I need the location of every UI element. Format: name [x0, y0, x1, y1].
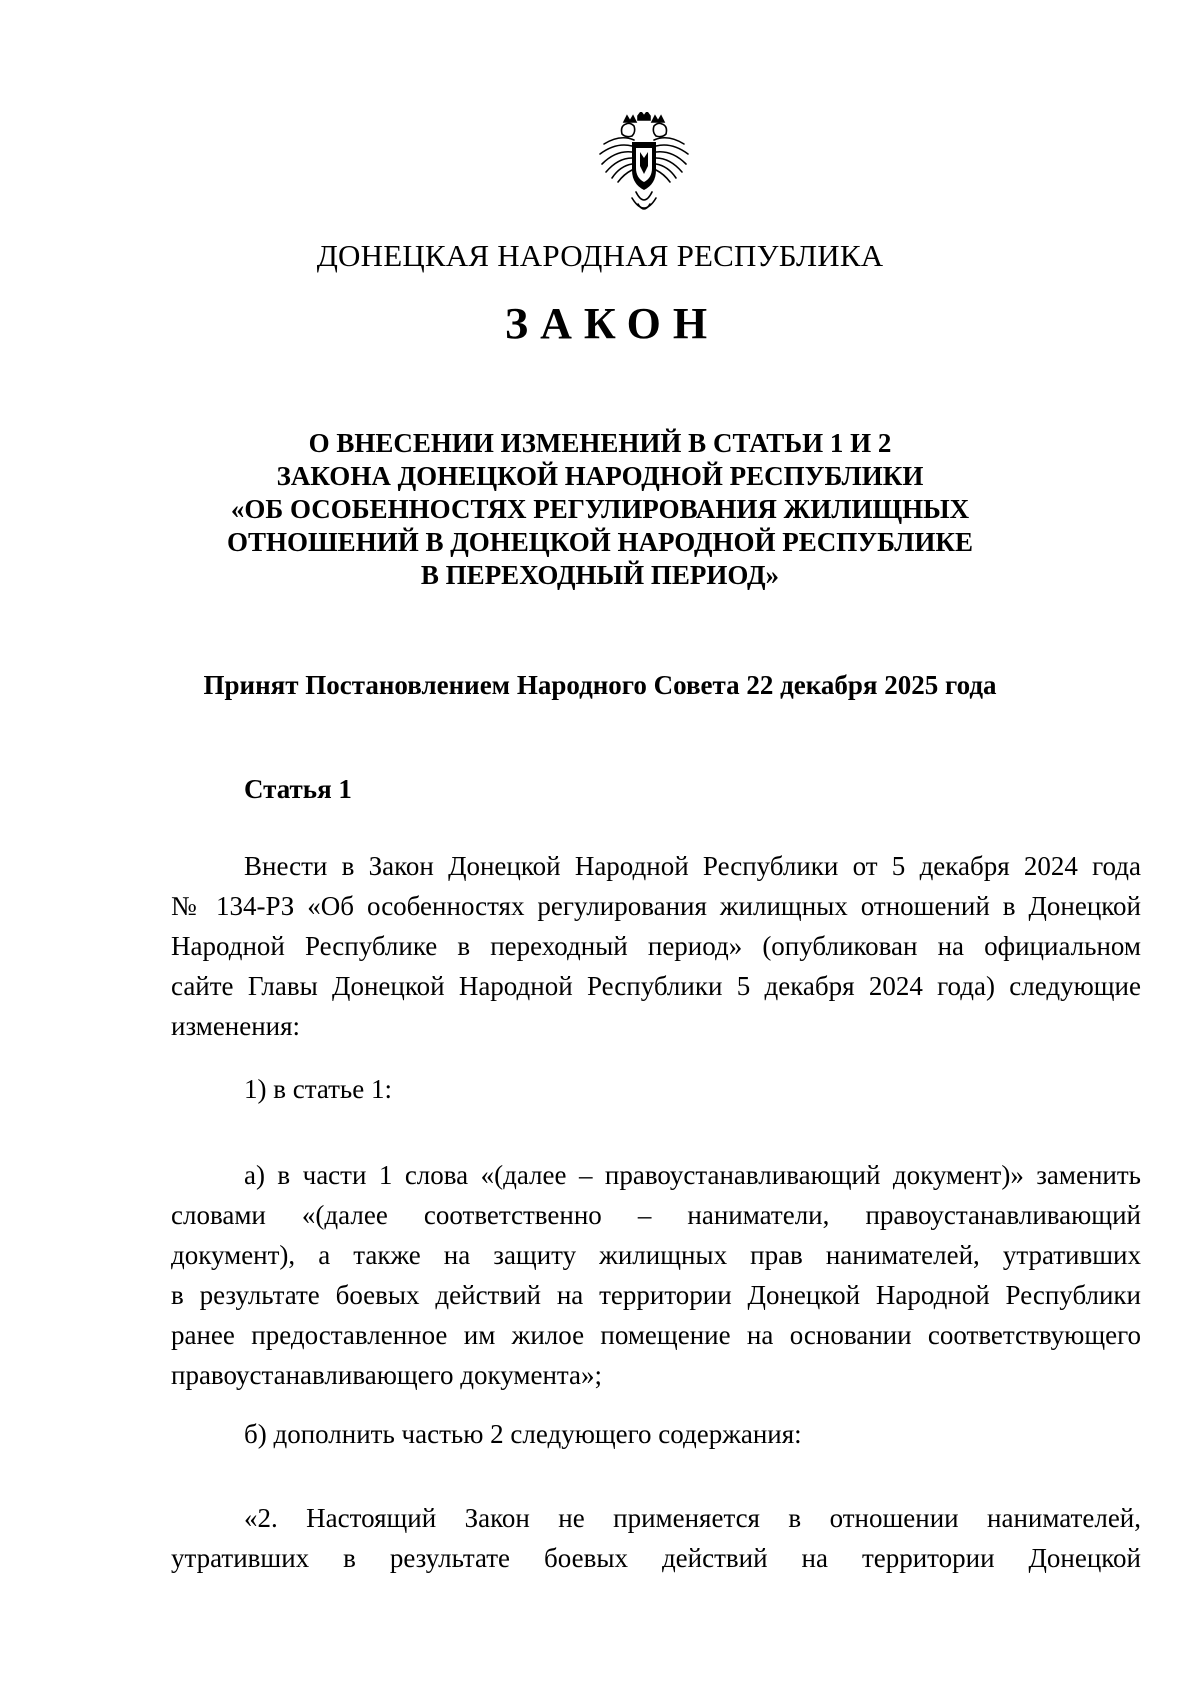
document-type-heading: ЗАКОН: [504, 299, 720, 348]
law-title-line: О ВНЕСЕНИИ ИЗМЕНЕНИЙ В СТАТЬИ 1 И 2: [308, 428, 892, 458]
item-a-paragraph: [171, 1155, 1141, 1395]
paragraph-line: словами «(далее соответственно – наниматели, правоустанавливающий: [171, 1200, 1141, 1230]
paragraph-line: сайте Главы Донецкой Народной Республики 5 декабря 2024 года) следующие: [171, 971, 1141, 1001]
article-heading: Статья 1: [244, 774, 352, 804]
law-title-line: В ПЕРЕХОДНЫЙ ПЕРИОД»: [420, 560, 780, 590]
paragraph-line: б) дополнить частью 2 следующего содержания:: [244, 1419, 802, 1449]
adoption-statement: Принят Постановлением Народного Совета 22 декабря 2025 года: [203, 670, 997, 700]
paragraph-line: «2. Настоящий Закон не применяется в отношении нанимателей,: [244, 1503, 1141, 1533]
paragraph-line: в результате боевых действий на территории Донецкой Народной Республики: [171, 1280, 1141, 1310]
item-b-paragraph: [171, 1414, 1141, 1454]
paragraph-line: ранее предоставленное им жилое помещение на основании соответствующего: [171, 1320, 1141, 1350]
paragraph-line: утративших в результате боевых действий на территории Донецкой: [171, 1543, 1141, 1573]
paragraph-line: Внести в Закон Донецкой Народной Республики от 5 декабря 2024 года: [244, 851, 1141, 881]
article-intro-paragraph: [171, 846, 1141, 1046]
law-title-line: «ОБ ОСОБЕННОСТЯХ РЕГУЛИРОВАНИЯ ЖИЛИЩНЫХ: [230, 494, 970, 524]
law-title: [160, 427, 1040, 592]
paragraph-line: а) в части 1 слова «(далее – правоустанавливающий документ)» заменить: [244, 1160, 1141, 1190]
paragraph-line: изменения:: [171, 1011, 301, 1041]
law-title-line: ОТНОШЕНИЙ В ДОНЕЦКОЙ НАРОДНОЙ РЕСПУБЛИКЕ: [227, 527, 973, 557]
paragraph-line: правоустанавливающего документа»;: [171, 1360, 603, 1390]
dpr-coat-of-arms-icon: [596, 112, 692, 218]
law-title-line: ЗАКОНА ДОНЕЦКОЙ НАРОДНОЙ РЕСПУБЛИКИ: [276, 461, 924, 491]
republic-name: ДОНЕЦКАЯ НАРОДНАЯ РЕСПУБЛИКА: [316, 238, 884, 273]
paragraph-line: Народной Республике в переходный период» (опубликован на официальном: [171, 931, 1141, 961]
paragraph-line: № 134-РЗ «Об особенностях регулирования жилищных отношений в Донецкой: [171, 891, 1141, 921]
quoted-part-2-paragraph: [171, 1498, 1141, 1578]
paragraph-line: 1) в статье 1:: [244, 1074, 392, 1104]
paragraph-line: документ), а также на защиту жилищных прав нанимателей, утративших: [171, 1240, 1141, 1270]
item-1-paragraph: [171, 1069, 1141, 1109]
